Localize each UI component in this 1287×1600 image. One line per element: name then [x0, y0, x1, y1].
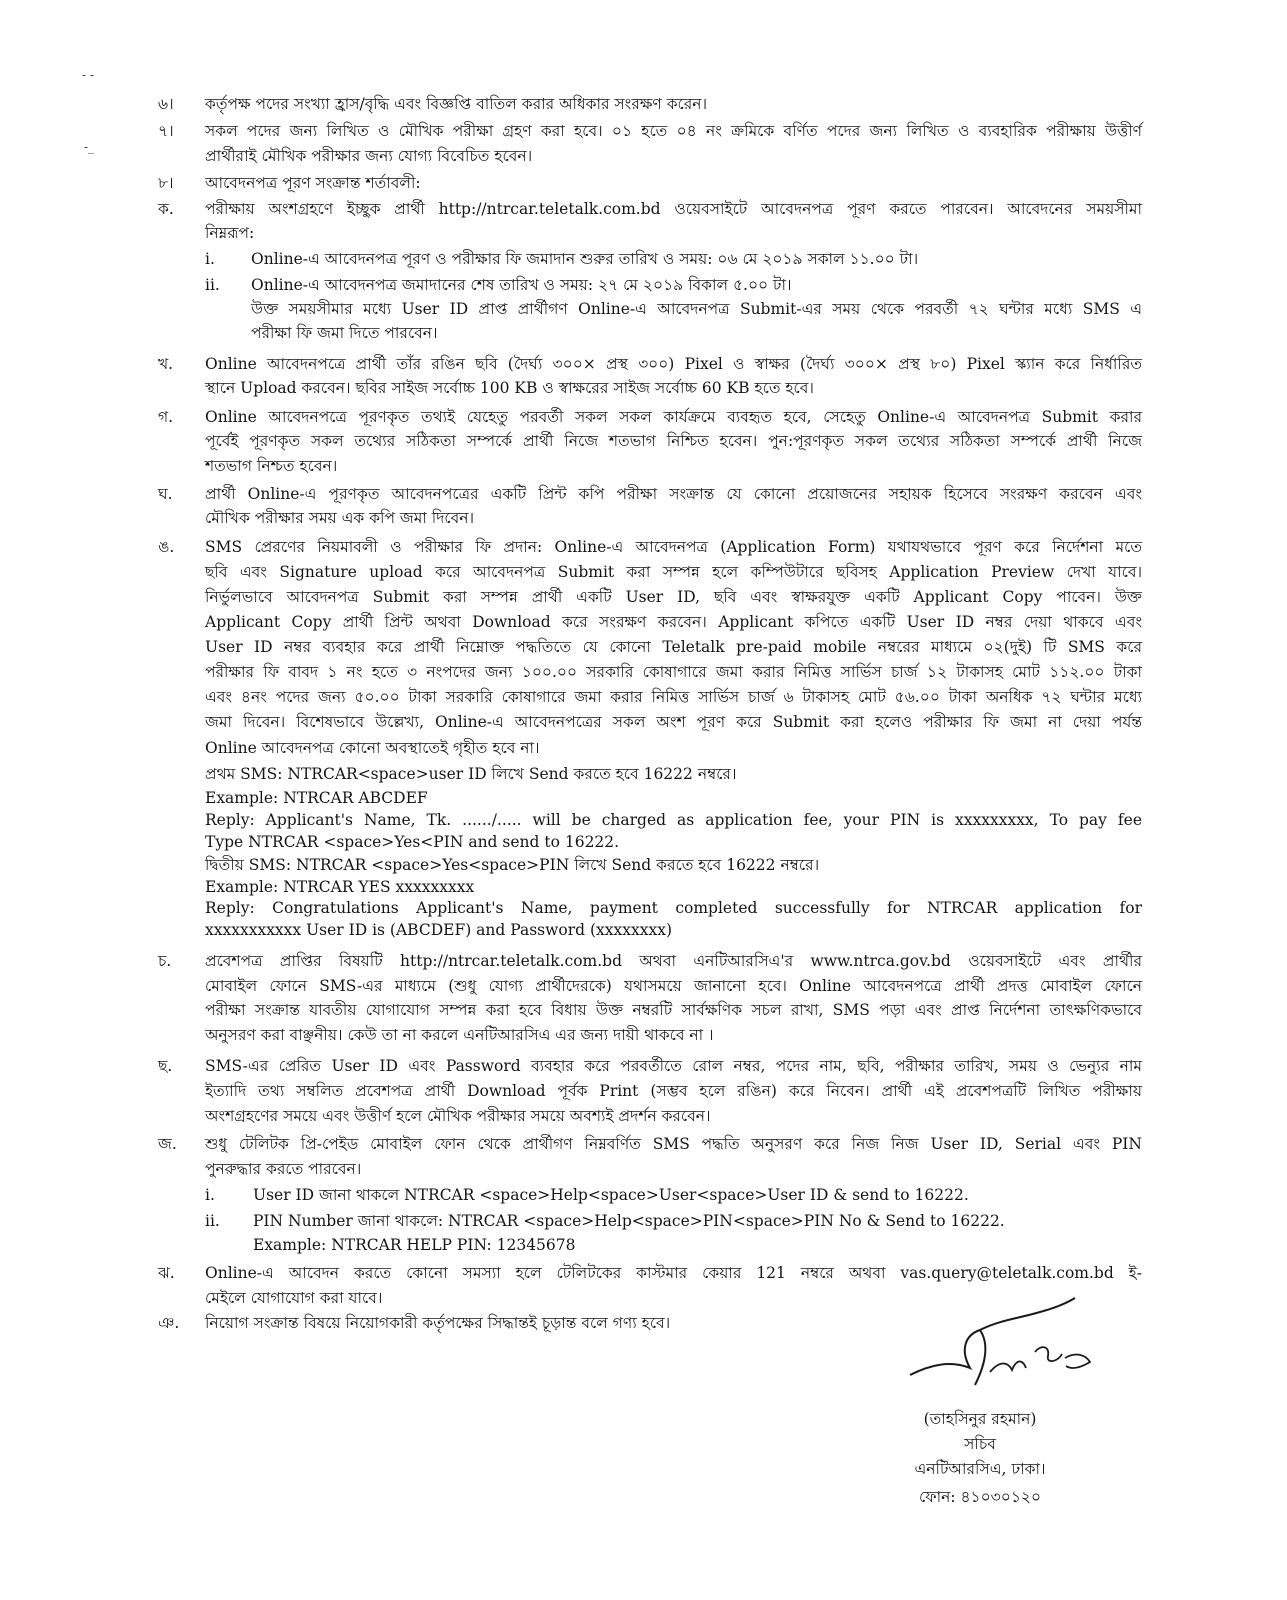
item-label: ঙ.: [158, 538, 175, 556]
item-text: Online-এ আবেদনপত্র পূরণ ও পরীক্ষার ফি জমাদান শুরুর তারিখ ও সময়: ০৬ মে ২০১৯ সকাল ১১.০০ টা।: [251, 250, 919, 268]
item-text: পরীক্ষা ফি জমা দিতে পারবেন।: [251, 324, 438, 342]
scan-mark: -_: [84, 140, 95, 154]
item-text: পরীক্ষায় অংশগ্রহণে ইচ্ছুক প্রার্থী http://ntrcar.teletalk.com.bd ওয়েবসাইটে আবেদনপত্র পূরণ করতে পারবেন। আবেদনের সময়সীমা: [205, 200, 1142, 218]
item-text: xxxxxxxxxxx User ID is (ABCDEF) and Password (xxxxxxxx): [205, 921, 673, 939]
item-label: গ.: [158, 408, 174, 426]
item-text: আবেদনপত্র পূরণ সংক্রান্ত শর্তাবলী:: [205, 174, 421, 192]
item-text: অংশগ্রহণের সময়ে এবং উত্তীর্ণ হলে মৌখিক পরীক্ষার সময়ে অবশ্যই প্রদর্শন করবেন।: [205, 1107, 711, 1125]
item-label: ii.: [205, 276, 220, 294]
item-label: জ.: [158, 1135, 177, 1153]
scan-mark: - -: [82, 68, 94, 82]
item-text: সকল পদের জন্য লিখিত ও মৌখিক পরীক্ষা গ্রহণ করা হবে। ০১ হতে ০৪ নং ক্রমিকে বর্ণিত পদের জন্য লিখিত ও ব্যবহারিক পরীক্ষায় উত্তীর্ণ: [205, 122, 1142, 140]
item-text: Applicant Copy প্রার্থী প্রিন্ট অথবা Download করে সংরক্ষণ করবেন। Applicant কপিতে একটি User ID নম্বর দেয়া থাকবে এবং: [205, 613, 1142, 631]
item-label: ঝ.: [158, 1264, 175, 1282]
item-text: Example: NTRCAR YES xxxxxxxxx: [205, 878, 475, 896]
item-label: ক.: [158, 200, 174, 218]
item-text: অনুসরণ করা বাঞ্ছনীয়। কেউ তা না করলে এনটিআরসিএ এর জন্য দায়ী থাকবে না ।: [205, 1026, 714, 1044]
item-text: SMS-এর প্রেরিত User ID এবং Password ব্যবহার করে পরবর্তীতে রোল নম্বর, পদের নাম, ছবি, পরীক্ষার তারিখ, সময় ও ভেন্যুর নাম: [205, 1057, 1142, 1075]
item-text: জমা দিবেন। বিশেষভাবে উল্লেখ্য, Online-এ আবেদনপত্রের সকল অংশ পূরণ করে Submit করা হলেও পরীক্ষার ফি জমা না দেয়া পর্যন্ত: [205, 713, 1142, 731]
item-text: নির্ভুলভাবে আবেদনপত্র Submit করা সম্পন্ন প্রার্থী একটি User ID, ছবি এবং স্বাক্ষরযুক্ত একটি Applicant Copy পাবেন। উক্ত: [205, 588, 1142, 606]
item-text: মোবাইল ফোনে SMS-এর মাধ্যমে (শুধু যোগ্য প্রার্থীদেরকে) যথাসময়ে জানানো হবে। Online আবেদনপত্রে প্রার্থী প্রদত্ত মোবাইল ফোনে: [205, 977, 1142, 995]
item-label: ৮।: [158, 174, 174, 192]
item-text: মেইলে যোগাযোগ করা যাবে।: [205, 1289, 383, 1307]
item-text: দ্বিতীয় SMS: NTRCAR <space>Yes<space>PIN লিখে Send করতে হবে 16222 নম্বরে।: [205, 856, 820, 874]
item-text: Online-এ আবেদন করতে কোনো সমস্যা হলে টেলিটকের কাস্টমার কেয়ার 121 নম্বরে অথবা vas.query@teletalk.com.bd ই-: [205, 1264, 1142, 1282]
item-text: Online আবেদনপত্রে পূরণকৃত তথ্যই যেহেতু পরবর্তী সকল সকল কার্যক্রমে ব্যবহৃত হবে, সেহেতু Online-এ আবেদনপত্র Submit করার: [205, 408, 1142, 426]
item-label: i.: [205, 1186, 215, 1204]
item-text: Reply: Congratulations Applicant's Name, payment completed successfully for NTRCAR application for: [205, 899, 1142, 917]
item-text: প্রবেশপত্র প্রাপ্তির বিষয়টি http://ntrcar.teletalk.com.bd অথবা এনটিআরসিএ'র www.ntrca.gov.bd ওয়েবসাইটে এবং প্রার্থীর: [205, 952, 1142, 970]
item-text: নিম্নরূপ:: [205, 224, 255, 242]
item-label: ৭।: [158, 122, 174, 140]
item-text: পূর্বেই পূরণকৃত সকল তথ্যের সঠিকতা সম্পর্কে প্রার্থী নিজে শতভাগ নিশ্চিত হবেন। পুন:পূরণকৃত সকল তথ্যের সঠিকতা সম্পর্কে প্রার্থী নিজে: [205, 432, 1142, 450]
signatory-phone: ফোন: ৪১০৩০১২০: [918, 1488, 1042, 1506]
item-text: Online আবেদনপত্রে প্রার্থী তাঁর রঙিন ছবি (দৈর্ঘ্য ৩০০× প্রস্থ ৩০০) Pixel ও স্বাক্ষর (দৈর্ঘ্য ৩০০× প্রস্থ ৮০) Pixel স্ক্যান করে নির্ধারিত: [205, 355, 1142, 373]
item-text: ইত্যাদি তথ্য সম্বলিত প্রবেশপত্র প্রার্থী Download পূর্বক Print (সম্ভব হলে রঙিন) করে নিবেন। প্রার্থী এই প্রবেশপত্রটি লিখিত পরীক্ষায়: [205, 1082, 1142, 1100]
item-label: ৬।: [158, 95, 174, 113]
item-text: স্থানে Upload করবেন। ছবির সাইজ সর্বোচ্চ 100 KB ও স্বাক্ষরের সাইজ সর্বোচ্চ 60 KB হতে হবে।: [205, 379, 814, 397]
item-text: প্রথম SMS: NTRCAR<space>user ID লিখে Send করতে হবে 16222 নম্বরে।: [205, 765, 737, 783]
item-label: ঞ.: [158, 1314, 180, 1332]
item-text: পরীক্ষার ফি বাবদ ১ নং হতে ৩ নংপদের জন্য ১০০.০০ সরকারি কোষাগারে জমা করার নিমিত্ত সার্ভিস চার্জ ১২ টাকাসহ মোট ১১২.০০ টাকা: [205, 663, 1142, 681]
signatory-name: (তাহসিনুর রহমান): [923, 1410, 1037, 1428]
item-label: ii.: [205, 1212, 220, 1230]
signatory-title: সচিব: [964, 1435, 996, 1453]
item-text: SMS প্রেরণের নিয়মাবলী ও পরীক্ষার ফি প্রদান: Online-এ আবেদনপত্র (Application Form) যথাযথভাবে পূরণ করে নির্দেশনা মতে: [205, 538, 1142, 556]
item-text: কর্তৃপক্ষ পদের সংখ্যা হ্রাস/বৃদ্ধি এবং বিজ্ঞপ্তি বাতিল করার অধিকার সংরক্ষণ করেন।: [205, 95, 708, 113]
item-text: নিয়োগ সংক্রান্ত বিষয়ে নিয়োগকারী কর্তৃপক্ষের সিদ্ধান্তই চূড়ান্ত বলে গণ্য হবে।: [205, 1314, 671, 1332]
item-text: PIN Number জানা থাকলে: NTRCAR <space>Help<space>PIN<space>PIN No & Send to 16222.: [253, 1212, 1005, 1230]
item-text: Online-এ আবেদনপত্র জমাদানের শেষ তারিখ ও সময়: ২৭ মে ২০১৯ বিকাল ৫.০০ টা।: [251, 276, 792, 294]
item-text: পরীক্ষা সংক্রান্ত যাবতীয় যোগাযোগ সম্পন্ন করা হবে বিধায় উক্ত নম্বরটি সার্বক্ষণিক সচল রাখা, SMS পড়া এবং প্রাপ্ত নির্দেশনা তাৎক্ষণিকভাবে: [205, 1001, 1142, 1019]
item-label: চ.: [158, 952, 172, 970]
item-text: উক্ত সময়সীমার মধ্যে User ID প্রাপ্ত প্রার্থীগণ Online-এ আবেদনপত্র Submit-এর সময় থেকে পরবর্তী ৭২ ঘন্টার মধ্যে SMS এ: [251, 300, 1142, 318]
item-label: ছ.: [158, 1057, 173, 1075]
item-label: ঘ.: [158, 485, 173, 503]
item-text: প্রার্থীরাই মৌখিক পরীক্ষার জন্য যোগ্য বিবেচিত হবেন।: [205, 147, 533, 165]
item-text: Example: NTRCAR ABCDEF: [205, 789, 428, 807]
item-text: প্রার্থী Online-এ পূরণকৃত আবেদনপত্রের একটি প্রিন্ট কপি পরীক্ষা সংক্রান্ত যে কোনো প্রয়োজনের সহায়ক হিসেবে সংরক্ষণ করবেন এবং: [205, 485, 1142, 503]
item-label: i.: [205, 250, 215, 268]
item-text: মৌখিক পরীক্ষার সময় এক কপি জমা দিবেন।: [205, 509, 475, 527]
item-text: এবং ৪নং পদের জন্য ৫০.০০ টাকা সরকারি কোষাগারে জমা করার নিমিত্ত সার্ভিস চার্জ ৬ টাকাসহ মোট ৫৬.০০ টাকা অনধিক ৭২ ঘন্টার মধ্যে: [205, 688, 1142, 706]
item-text: পুনরুদ্ধার করতে পারবেন।: [205, 1160, 362, 1178]
signatory-office: এনটিআরসিএ, ঢাকা।: [914, 1460, 1046, 1478]
item-label: খ.: [158, 355, 174, 373]
item-text: User ID নম্বর ব্যবহার করে প্রার্থী নিম্নোক্ত পদ্ধতিতে যে কোনো Teletalk pre-paid mobile নম্বরের মাধ্যমে ০২(দুই) টি SMS করে: [205, 638, 1142, 656]
item-text: ছবি এবং Signature upload করে আবেদনপত্র Submit করা সম্পন্ন হলে কম্পিউটারে ছবিসহ Application Preview দেখা যাবে।: [205, 563, 1142, 581]
item-text: শুধু টেলিটক প্রি-পেইড মোবাইল ফোন থেকে প্রার্থীগণ নিম্নবর্ণিত SMS পদ্ধতি অনুসরণ করে নিজ নিজ User ID, Serial এবং PIN: [205, 1135, 1142, 1153]
handwritten-signature: [890, 1290, 1110, 1410]
item-text: Reply: Applicant's Name, Tk. ....../..... will be charged as application fee, your PIN is xxxxxxxxx, To pay fee: [205, 811, 1142, 829]
item-text: Example: NTRCAR HELP PIN: 12345678: [253, 1236, 576, 1254]
item-text: Online আবেদনপত্র কোনো অবস্থাতেই গৃহীত হবে না।: [205, 739, 540, 757]
item-text: Type NTRCAR <space>Yes<PIN and send to 16222.: [205, 833, 620, 851]
item-text: শতভাগ নিশ্চত হবেন।: [205, 457, 338, 475]
item-text: User ID জানা থাকলে NTRCAR <space>Help<space>User<space>User ID & send to 16222.: [253, 1186, 969, 1204]
